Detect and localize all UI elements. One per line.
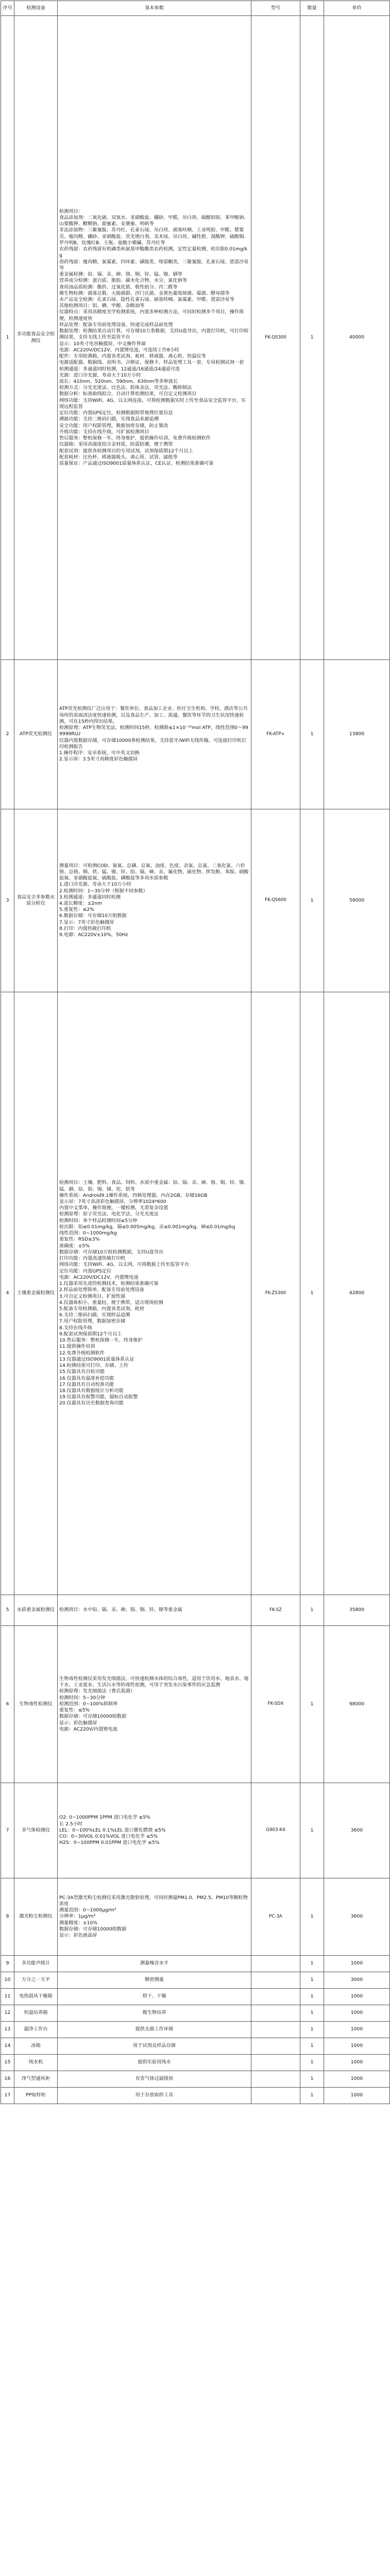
param-line: 3.可自定义检测项目，扩展性强 [59,1293,126,1299]
unit-price: 1000 [324,1989,390,2005]
unit-price: 13800 [324,660,390,809]
table-row [1,16,390,660]
param-line: 10.售后服务：整机保修一年，终身维护 [59,1337,143,1344]
param-line: 5.重复性：≤2% [59,907,94,913]
row-number: 5 [1,1595,14,1626]
param-line: 非法添加物：三聚氰胺、苏丹红、孔雀石绿、吊白块、硝基呋喃、工业明胶、甲醛、罂粟壳、瘦肉精、硼砂、亚硝酸盐、荧光增白剂、美术绿、吊白块、碱性橙、溴酸钾、硫酸铜、罗丹明B、玫瑰红B、王瓶、盐酸小檗碱、苏丹红等 [59,227,249,246]
model-number: FK-QS600 [251,809,300,992]
param-line: 网络功能：支持WiFi、4G、以太网，可将数据上传至监管平台 [59,1262,190,1268]
basic-params [58,2038,251,2055]
quantity: 1 [300,660,324,809]
unit-price: 98000 [324,1626,390,1783]
param-line: LEL：0~100%LEL 0.1%LEL 进口催化燃烧 ≤5% [59,1827,166,1833]
equipment-name: ATP荧光检测仪 [14,660,58,809]
param-line: 电源：AC220V/DC12V，内置锂电池，可连续工作8小时 [59,347,179,353]
param-line: 内置中文菜单，操作简便，一键检测，无需复杂设置 [59,1205,168,1211]
quantity: 1 [300,2005,324,2022]
param-line: H2S：0~100PPM 0.01PPM 进口电化学 ≤5% [59,1840,160,1846]
param-line: 生物毒性检测仪采用发光细菌法，可快速检测水体的综合毒性，适用于饮用水、地表水、地下水、工业废水、生活污水等的毒性检测，可用于突发水污染事件的应急监测 [59,1675,249,1688]
param-line: 7.用户权限管理，数据加密存储 [59,1318,126,1325]
unit-price: 3600 [324,1783,390,1878]
param-line: 水产品安全检测：孔雀石绿、隐性孔雀石绿、硝基呋喃、氯霉素、甲醛、恩诺沙星等 [59,296,234,302]
model-number [251,2088,300,2104]
param-line: 仪器特点：采用高精度光学检测系统，内置多种检测方法，可同时检测多个项目，操作简便，检测速度快 [59,309,244,321]
header-model: 型号 [251,1,300,16]
param-line: CO：0~30VOL 0.01%VOL 进口电化学 ≤5% [59,1834,158,1840]
table-row [1,2071,390,2088]
param-line: 食用油品质检测：酸价、过氧化值、极性组分、丙二醛等 [59,284,178,290]
equipment-name: 净气型通风柜 [14,2071,58,2088]
param-line: 烘干、干燥 [142,1993,166,1999]
basic-params [58,992,251,1595]
param-line: 升级功能：支持在线升级，可扩展检测项目 [59,429,149,435]
param-line: 长 2.5小时 [59,1821,83,1827]
param-line: 测量噪音水平 [140,1960,169,1967]
param-line: 9.电源：AC220V±10%，50Hz [59,932,128,938]
param-line: 检测项目： [59,208,83,214]
table-row [1,809,390,992]
equipment-name: 土壤重金属检测仪 [14,992,58,1595]
model-number [251,2005,300,2022]
unit-price: 1000 [324,2038,390,2055]
param-line: 电源：AC220V/DC12V，内置锂电池 [59,1274,139,1280]
basic-params [58,2022,251,2038]
unit-price: 3000 [324,1972,390,1989]
basic-params [58,2055,251,2071]
row-number: 6 [1,1626,14,1783]
quantity: 1 [300,1783,324,1878]
unit-price: 1000 [324,1956,390,1972]
param-line: 检测方式：分光光度法、比色法、胶体金法、荧光法、酶抑制法 [59,385,192,391]
param-line: 兽药残留：瘦肉精、氯霉素、四环素、磺胺类、喹诺酮类、三聚氰胺、孔雀石绿、恩诺沙星等 [59,259,249,271]
equipment-name: 激光粉尘检测仪 [14,1878,58,1956]
model-number: FK-SDX [251,1626,300,1783]
header-row [1,1,390,16]
param-line: 数据分析：标准曲线拟合，自动计算检测结果，可自定义检测项目 [59,391,197,397]
param-line: 打印功能：内置高速热敏打印机 [59,1256,126,1262]
model-number: G903-K4 [251,1783,300,1878]
param-line: 显示：10英寸电容触摸屏，中文操作界面 [59,341,146,347]
unit-price: 42800 [324,992,390,1595]
quantity: 1 [300,2055,324,2071]
param-line: 分辨率：1μg/m³ [59,1913,96,1920]
param-line: 微生物培养 [142,2010,166,2016]
param-line: 2.样品前处理简单，配备专用前处理设备 [59,1287,144,1293]
param-line: 11.提供操作培训 [59,1344,95,1350]
param-line: 仪器箱：采用高强度铝合金材质，防震防潮，便于携带 [59,442,173,448]
table-row [1,1626,390,1783]
equipment-name: 多气体检测仪 [14,1783,58,1878]
basic-params [58,1972,251,1989]
param-line: 波长：410nm、520nm、590nm、630nm等多种波长 [59,379,178,385]
unit-price: 1000 [324,2055,390,2071]
param-line: 营养成分检测：蛋白质、脂肪、碳水化合物、水分、氯化钠等 [59,278,188,284]
basic-params [58,16,251,660]
param-line: 有害气体过滤排放 [135,2076,174,2082]
param-line: 售后服务：整机保修一年，终身维护，提供操作培训，免费升级检测软件 [59,435,211,442]
equipment-spec-table [1,1,390,2104]
param-line: 提供实验用纯水 [138,2059,171,2065]
model-number: FK-ZS300 [251,992,300,1595]
table-row [1,992,390,1595]
equipment-name: 冰箱 [14,2038,58,2055]
row-number: 10 [1,1972,14,1989]
equipment-name: 多功能声级计 [14,1956,58,1972]
row-number: 3 [1,809,14,992]
param-line: 4.仪器体积小，重量轻，便于携带，适合现场检测 [59,1299,163,1306]
param-line: O2: 0~1000PPM 1PPM 进口电化学 ≤5% [59,1815,150,1821]
param-line: 16.仪器具有温度补偿功能 [59,1375,114,1381]
quantity: 1 [300,1972,324,1989]
param-line: 8.打印：内置热敏打印机 [59,925,111,931]
model-number [251,2022,300,2038]
param-line: 13.仪器通过ISO9001质量体系认证 [59,1356,134,1362]
param-line: 定位功能：内置GPS定位，检测数据附带地理位置信息 [59,410,173,416]
table-row [1,2022,390,2038]
param-line: 显示：彩色触摸屏 [59,1720,97,1726]
table-row [1,2055,390,2071]
param-line: 配件：专用检测箱，内置各类试剂、耗材、移液器、离心机、恒温仪等 [59,353,206,360]
param-line: 重金属检测：铅、镉、汞、砷、铬、铜、锌、锰、镍、硒等 [59,272,182,278]
param-line: 1.仪器采用先进的检测技术，检测结果准确可靠 [59,1281,159,1287]
row-number: 17 [1,2088,14,2104]
row-number: 8 [1,1878,14,1956]
basic-params [58,1783,251,1878]
param-line: 提供无菌工作环境 [135,2026,174,2032]
quantity: 1 [300,1878,324,1956]
param-line: PC-3A型激光粉尘检测仪采用激光散射原理，可同时测量PM1.0、PM2.5、PM10等颗粒物浓度 [59,1894,248,1907]
row-number: 1 [1,16,14,660]
quantity: 1 [300,1989,324,2005]
equipment-name: 恒温培养箱 [14,2005,58,2022]
param-line: 15.仪器具有自检功能 [59,1369,105,1375]
param-line: 数据处理：检测结果自动计算，可存储10万条数据，支持U盘导出，内置打印机，可打印检测结果，支持无线上传至监管平台 [59,328,249,341]
basic-params [58,1956,251,1972]
header-params: 基本参数 [58,1,251,16]
model-number: FK-SZ [251,1595,300,1626]
param-line: 溯源功能：支持二维码扫描，实现食品来源追溯 [59,416,159,422]
basic-params [58,1878,251,1956]
row-number: 11 [1,1989,14,2005]
basic-params [58,809,251,992]
model-number: PC-3A [251,1878,300,1956]
unit-price: 3600 [324,1878,390,1956]
row-number: 15 [1,2055,14,2071]
param-line: 线性范围：0~1000mg/kg [59,1230,117,1236]
header-equipment: 检测设备 [14,1,58,16]
quantity: 1 [300,1595,324,1626]
param-line: 数据存储：可存储10万组检测数据，支持U盘导出 [59,1249,164,1255]
basic-params [58,660,251,809]
quantity: 1 [300,16,324,660]
equipment-name: 水质重金属检测仪 [14,1595,58,1626]
param-line: 光源：进口冷光源，寿命大于10万小时 [59,372,141,378]
basic-params [58,2088,251,2104]
param-line: 检测原理：原子荧光法、电化学法、分光光度法 [59,1211,159,1217]
param-line: 2.检测时间：1~30分钟（根据不同参数） [59,888,148,894]
basic-params [58,1989,251,2005]
param-line: 检测原理：发光细菌法（费氏弧菌） [59,1688,135,1694]
param-line: 3.检测通道：多通道同时检测 [59,894,121,900]
param-line: 电源适配器、数据线、说明书、合格证、保修卡、样品处理工具一套、专用检测试剂一套 [59,360,244,366]
param-line: 电源：AC220V/内置锂电池 [59,1726,117,1732]
model-number [251,1989,300,2005]
param-line: 检测通道：多通道同时检测，12通道/16通道/24通道可选 [59,366,180,372]
unit-price: 1000 [324,2022,390,2038]
header-unit-price: 单价 [324,1,390,16]
param-line: 测量范围：0~1000μg/m³ [59,1907,116,1913]
param-line: 9.配套试剂保质期12个月以上 [59,1331,122,1337]
param-line: 数据存储：可存储10000组数据 [59,1926,127,1932]
param-line: 配套耗材：比色杯、移液器吸头、离心管、试管、滤纸等 [59,454,178,460]
param-line: 14.检测结果可打印、存储、上传 [59,1363,129,1369]
param-line: 19.仪器具有报警功能，超标自动报警 [59,1394,138,1400]
row-number: 9 [1,1956,14,1972]
param-line: 检测时间：5~30分钟 [59,1694,106,1701]
model-number: FK-ATP+ [251,660,300,809]
equipment-name: 电热鼓风干燥箱 [14,1989,58,2005]
quantity: 1 [300,992,324,1595]
header-quantity: 数量 [300,1,324,16]
quantity: 1 [300,1956,324,1972]
param-line: 测量项目：可检测COD、氨氮、总磷、总氮、浊度、色度、余氯、总氯、二氧化氯、六价铬、总铬、铜、铁、锰、镍、锌、铅、镉、砷、汞、氟化物、硫化物、挥发酚、苯胺、硝酸盐氮、亚硝酸盐氮、硫酸盐、磷酸盐等多项水质参数 [59,862,249,882]
model-number [251,2038,300,2055]
quantity: 1 [300,2022,324,2038]
param-line: 用于试剂及样品存储 [133,2043,176,2049]
param-line: 样品处理：配备专用前处理设备，快速完成样品前处理 [59,321,173,328]
param-line: 重复性：≤5% [59,1707,90,1714]
param-line: ATP荧光检测仪广泛应用于：餐饮单位、食品加工企业、医疗卫生机构、学校、酒店等公共场所的表面清洁度快速检测，以及食品生产、加工、流通、餐饮等环节的卫生状况快速检测，可在15秒内得出结果。 [59,706,248,724]
row-number: 12 [1,2005,14,2022]
param-line: 4.波长精度：±2nm [59,901,103,906]
table-row [1,1595,390,1626]
row-number: 4 [1,992,14,1595]
table-row [1,1783,390,1878]
row-number: 2 [1,660,14,809]
row-number: 14 [1,2038,14,2055]
table-row [1,660,390,809]
param-line: 检测原理：ATP生物荧光法，检测时间15秒，检测限≤1×10⁻¹⁵mol ATP，线性范围0～999999RLU [59,725,248,737]
param-line: 12.免费升级检测软件 [59,1350,105,1356]
table-row [1,2088,390,2104]
basic-params [58,2071,251,2088]
param-line: 用于存放取样工具 [135,2092,174,2098]
table-row [1,1989,390,2005]
row-number: 13 [1,2022,14,2038]
param-line: 20.仪器具有历史数据查询功能 [59,1400,124,1406]
equipment-name: 超净工作台 [14,2022,58,2038]
row-number: 7 [1,1783,14,1878]
table-row [1,1878,390,1956]
unit-price: 1000 [324,2071,390,2088]
param-line: 准确度：±5% [59,1243,90,1249]
quantity: 1 [300,809,324,992]
table-row [1,2038,390,2055]
param-line: 7.显示：7英寸彩色触摸屏 [59,919,114,925]
param-line: 操作系统：Android9.1操作系统，四核处理器，内存2GB，存储16GB [59,1192,208,1198]
unit-price: 58000 [324,809,390,992]
param-line: 网络功能：支持WiFi、4G、以太网连接，可将检测数据实时上传至食品安全监管平台，实现远程监管 [59,397,246,410]
param-line: 微生物检测：菌落总数、大肠菌群、沙门氏菌、金黄色葡萄球菌、霉菌、酵母菌等 [59,290,230,296]
unit-price: 35800 [324,1595,390,1626]
basic-params [58,1595,251,1626]
param-line: 农药残留：农药残留有机磷类和氨基甲酸酯类农药检测，定性定量检测，检出限0.01mg/kg [59,246,248,259]
row-number: 16 [1,2071,14,2088]
param-line: 数据存储：可存储10000组数据 [59,1714,127,1720]
model-number [251,1956,300,1972]
param-line: 定位功能：内置GPS定位 [59,1268,112,1274]
unit-price: 1000 [324,2088,390,2104]
param-line: 食品添加剂：二氧化硫、双氧水、亚硝酸盐、硼砂、甲醛、吊白块、硫酸铝铵、苯甲酸钠、山梨酸钾、糖精钠、甜蜜素、安赛蜜、明矾等 [59,214,249,227]
param-line: 18.仪器具有数据统计分析功能 [59,1388,124,1394]
param-line: 6.数据存储：可存储10万组数据 [59,913,127,919]
param-line: 检测时间：单个样品检测时间≤5分钟 [59,1217,138,1224]
param-line: 仪器内置数据存储，可存储10000条检测结果，支持蓝牙/WiFi无线传输，可连接打印机打印检测报告 [59,737,247,750]
param-line: 17.仪器具有自动校准功能 [59,1381,114,1387]
table-row [1,1972,390,1989]
quantity: 1 [300,1626,324,1783]
param-line: 重复性：RSD≤3% [59,1236,100,1243]
unit-price: 40000 [324,16,390,660]
equipment-name: 食品安全多参数水质分析仪 [14,809,58,992]
param-line: 6.支持二维码扫描，实现样品追溯 [59,1312,130,1318]
table-row [1,1956,390,1972]
equipment-name: 多功能食品安全检测仪 [14,16,58,660]
equipment-name: PP取样柜 [14,2088,58,2104]
param-line: 2.显示屏：3.5英寸高精度彩色触摸屏 [59,756,138,762]
param-line: 质量保证：产品通过ISO9001质量体系认证，CE认证，检测结果准确可靠 [59,461,214,467]
quantity: 1 [300,2038,324,2055]
table-row [1,2005,390,2022]
basic-params [58,2005,251,2022]
param-line: 其他检测项目：铝、碘、甲醇、杂醇油等 [59,303,145,309]
basic-params [58,1626,251,1783]
quantity: 1 [300,2071,324,2088]
param-line: 测量精度：±10% [59,1920,98,1926]
model-number: FK-QS300 [251,16,300,660]
param-line: 安全功能：用户权限管理，数据加密存储，防止篡改 [59,422,168,429]
header-no: 序号 [1,1,14,16]
model-number [251,2071,300,2088]
equipment-name: 纯水机 [14,2055,58,2071]
param-line: 检测范围：0~100%抑制率 [59,1701,118,1707]
param-line: 显示屏：7英寸高清彩色触摸屏，分辨率1024*600 [59,1198,166,1205]
param-line: 配套试剂：提供各检测项目的专用试剂，试剂保质期12个月以上 [59,448,193,454]
param-line: 1.操作程序：安卓系统，可中英文切换 [59,750,140,756]
param-line: 8.支持在线升级 [59,1325,92,1331]
param-line: 检测项目：水中铅、镉、汞、砷、铬、铜、锌、镍等重金属 [59,1607,182,1613]
param-line: 检测项目：土壤、肥料、食品、饲料、水质中重金属：铅、镉、汞、砷、铬、铜、锌、镍、锰、硒、钴、钼、锡、锑、铊、钒等 [59,1180,249,1192]
param-line: 精密测量 [145,1977,164,1983]
param-line: 检出限：铅≤0.01mg/kg，镉≤0.005mg/kg，汞≤0.001mg/kg，砷≤0.01mg/kg [59,1224,235,1230]
param-line: 1.进口冷光源，寿命大于10万小时 [59,882,131,888]
equipment-name: 万分之一天平 [14,1972,58,1989]
param-line: 显示：彩色液晶屏 [59,1933,97,1939]
equipment-name: 生物毒性检测仪 [14,1626,58,1783]
param-line: 5.配备专用检测箱，内置各类试剂、耗材 [59,1306,144,1312]
model-number [251,1972,300,1989]
unit-price: 1000 [324,2005,390,2022]
model-number [251,2055,300,2071]
quantity: 1 [300,2088,324,2104]
